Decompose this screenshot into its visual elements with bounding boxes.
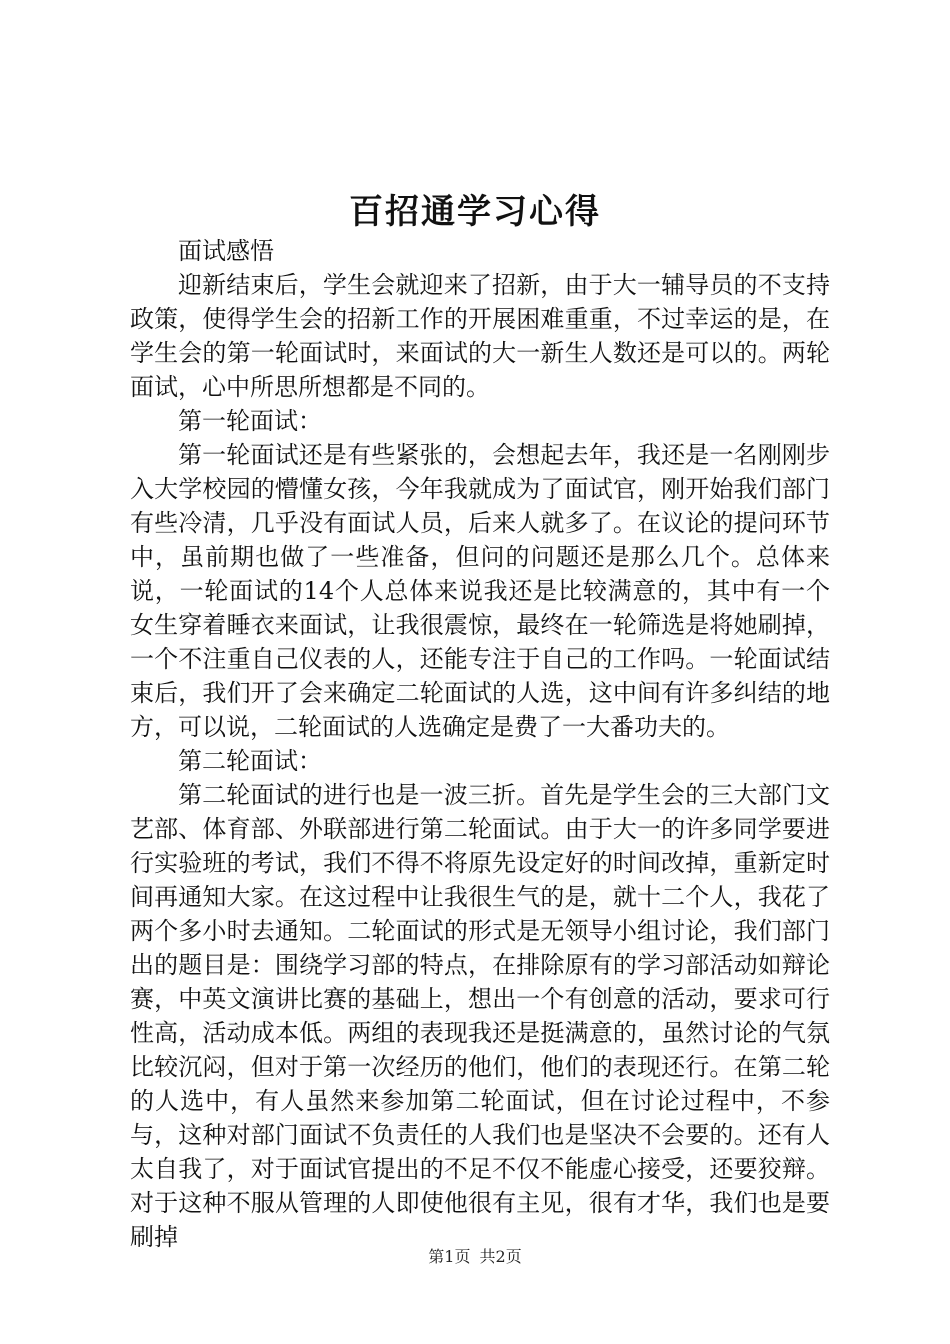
paragraph-section-heading: 面试感悟 [178, 237, 274, 265]
paragraph-intro: 迎新结束后，学生会就迎来了招新，由于大一辅导员的不支持政策，使得学生会的招新工作的开展困难重重，不过幸运的是，在学生会的第一轮面试时，来面试的大一新生人数还是可以的。两轮面试，心中所思所想都是不同的。 [130, 271, 830, 401]
paragraph-round-one-heading: 第一轮面试： [178, 407, 322, 435]
page-title: 百招通学习心得 [349, 192, 601, 232]
paragraph-round-one-body: 第一轮面试还是有些紧张的，会想起去年，我还是一名刚刚步入大学校园的懵懂女孩，今年我就成为了面试官，刚开始我们部门有些冷清，几乎没有面试人员，后来人就多了。在议论的提问环节中，虽前期也做了一些准备，但问的问题还是那么几个。总体来说，一轮面试的14个人总体来说我还是比较满意的，其中有一个女生穿着睡衣来面试，让我很震惊，最终在一轮筛选是将她刷掉，一个不注重自己仪表的人，还能专注于自己的工作吗。一轮面试结束后，我们开了会来确定二轮面试的人选，这中间有许多纠结的地方，可以说，二轮面试的人选确定是费了一大番功夫的。 [130, 441, 830, 741]
paragraph-round-two-body: 第二轮面试的进行也是一波三折。首先是学生会的三大部门文艺部、体育部、外联部进行第二轮面试。由于大一的许多同学要进行实验班的考试，我们不得不将原先设定好的时间改掉，重新定时间再通知大家。在这过程中让我很生气的是，就十二个人，我花了两个多小时去通知。二轮面试的形式是无领导小组讨论，我们部门出的题目是：围绕学习部的特点，在排除原有的学习部活动如辩论赛，中英文演讲比赛的基础上，想出一个有创意的活动，要求可行性高，活动成本低。两组的表现我还是挺满意的，虽然讨论的气氛比较沉闷，但对于第一次经历的他们，他们的表现还行。在第二轮的人选中，有人虽然来参加第二轮面试，但在讨论过程中，不参与，这种对部门面试不负责任的人我们也是坚决不会要的。还有人太自我了，对于面试官提出的不足不仅不能虚心接受，还要狡辩。对于这种不服从管理的人即使他很有主见，很有才华，我们也是要刷掉 [130, 781, 830, 1251]
page-number-current: 第1页 [428, 1247, 471, 1266]
page-number-total: 共2页 [479, 1247, 522, 1266]
paragraph-round-two-heading: 第二轮面试： [178, 747, 322, 775]
document-body [130, 234, 830, 1254]
page-footer [0, 1244, 950, 1267]
